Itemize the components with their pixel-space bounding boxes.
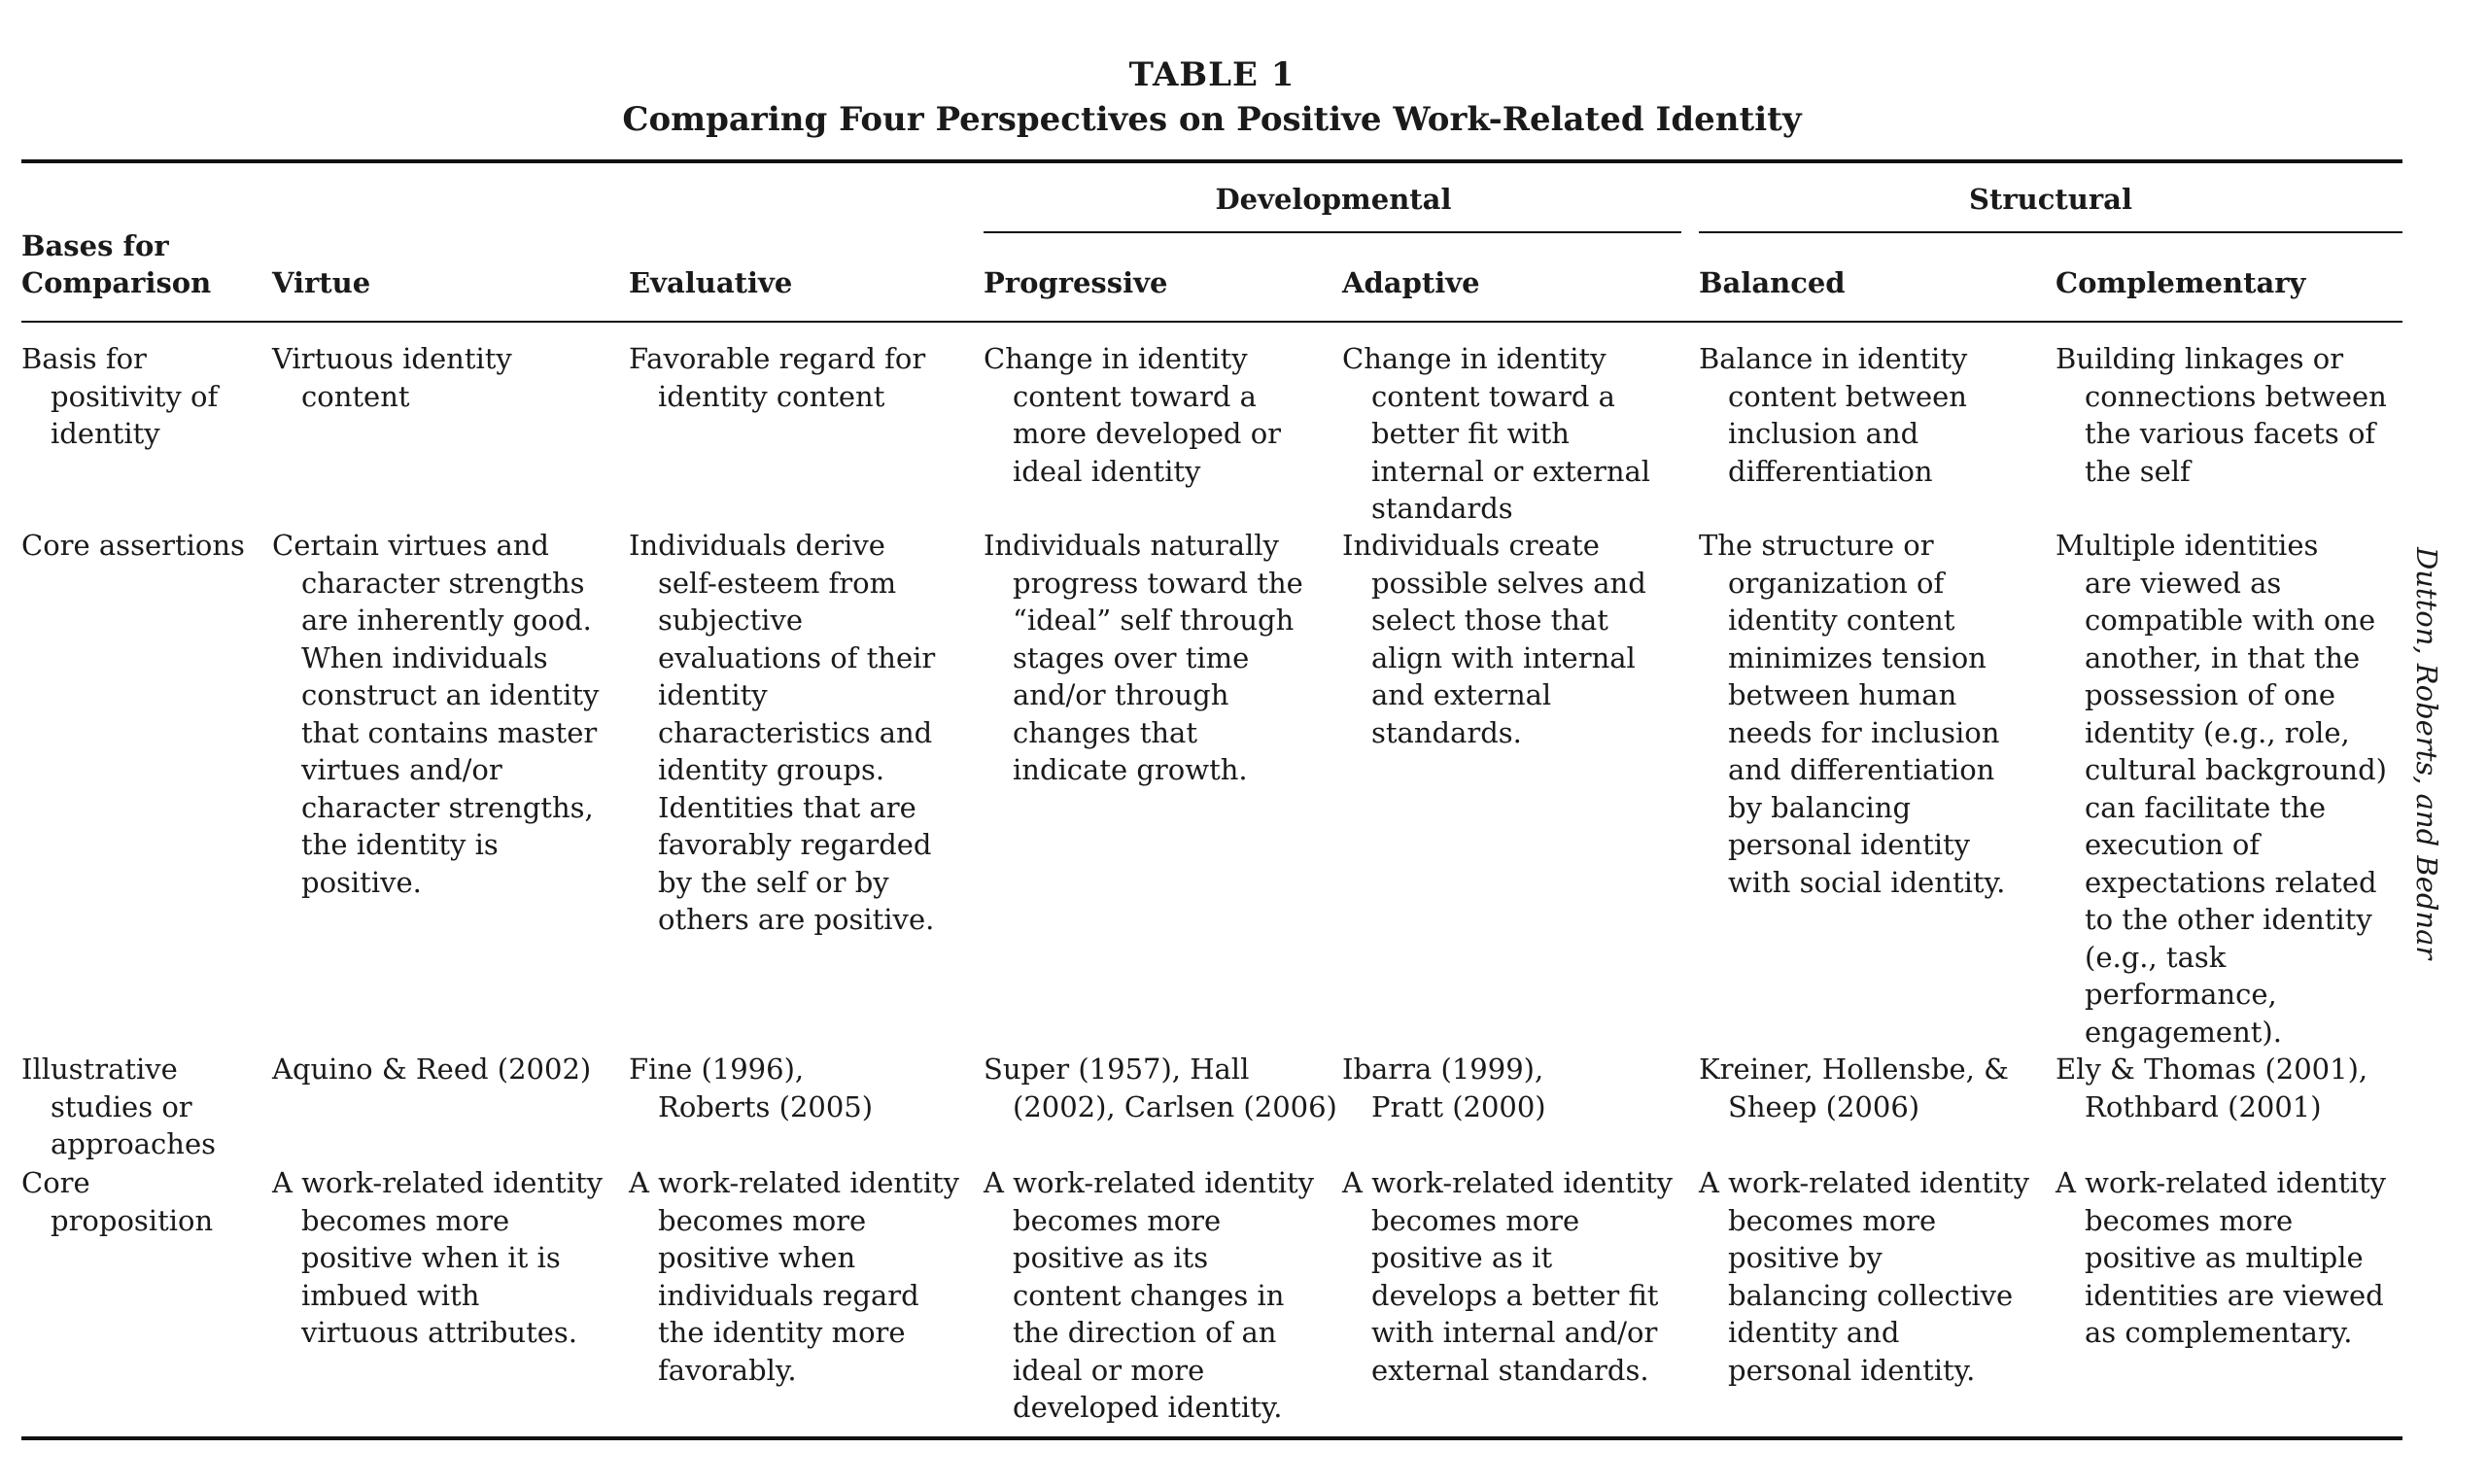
- row-proposition-progressive: A work-related identity becomes more positive as its content changes in the direction of an ideal or more developed identity.: [984, 1166, 1314, 1424]
- row-proposition-virtue: A work-related identity becomes more positive when it is imbued with virtuous attributes.: [272, 1166, 603, 1349]
- row-assertions-progressive: Individuals naturally progress toward the “ideal” self through stages over time and/or through changes that indicate growth.: [984, 529, 1303, 786]
- row-illustrative-label: Illustrative studies or approaches: [21, 1053, 216, 1160]
- row-basis-progressive: Change in identity content toward a more developed or ideal identity: [984, 342, 1282, 488]
- table-top-rule: [21, 159, 2402, 163]
- row-basis-complementary: Building linkages or connections between the various facets of the self: [2056, 342, 2387, 488]
- column-header-progressive: Progressive: [984, 266, 1168, 299]
- row-proposition-balanced: A work-related identity becomes more positive by balancing collective identity and personal identity.: [1699, 1166, 2029, 1387]
- table-number: TABLE 1: [1128, 55, 1296, 94]
- group-header-developmental: Developmental: [1215, 183, 1452, 216]
- table-caption: [21, 52, 2402, 142]
- group-rule-developmental: [984, 231, 1681, 233]
- row-illustrative-virtue: Aquino & Reed (2002): [272, 1053, 592, 1086]
- running-head: Dutton, Roberts, and Bednar: [2410, 547, 2443, 960]
- row-basis-virtue: Virtuous identity content: [272, 342, 512, 413]
- column-header-bases: Bases for Comparison: [21, 229, 212, 299]
- row-illustrative-complementary: Ely & Thomas (2001), Rothbard (2001): [2056, 1053, 2368, 1123]
- row-assertions-label: Core assertions: [21, 529, 245, 562]
- row-basis-label: Basis for positivity of identity: [21, 342, 219, 450]
- table-title: Comparing Four Perspectives on Positive Work-Related Identity: [622, 100, 1802, 139]
- row-illustrative-progressive: Super (1957), Hall (2002), Carlsen (2006): [984, 1053, 1337, 1123]
- row-basis-evaluative: Favorable regard for identity content: [629, 342, 926, 413]
- row-proposition-adaptive: A work-related identity becomes more positive as it develops a better fit with internal and/or external standards.: [1342, 1166, 1673, 1387]
- row-proposition-label: Core proposition: [21, 1166, 214, 1237]
- row-proposition-evaluative: A work-related identity becomes more positive when individuals regard the identity more favorably.: [629, 1166, 959, 1387]
- row-assertions-adaptive: Individuals create possible selves and select those that align with internal and external standards.: [1342, 529, 1646, 749]
- row-assertions-virtue: Certain virtues and character strengths are inherently good. When individuals construct an identity that contains master virtues and/or character strengths, the identity is positive.: [272, 529, 600, 899]
- column-header-virtue: Virtue: [272, 266, 371, 299]
- header-rule: [21, 321, 2402, 323]
- row-basis-adaptive: Change in identity content toward a better fit with internal or external standards: [1342, 342, 1651, 525]
- group-rule-structural: [1699, 231, 2402, 233]
- row-illustrative-evaluative: Fine (1996), Roberts (2005): [629, 1053, 874, 1123]
- row-assertions-evaluative: Individuals derive self-esteem from subjective evaluations of their identity characteristics and identity groups. Identities that are favorably regarded by the self or by others are positive.: [629, 529, 936, 936]
- row-illustrative-adaptive: Ibarra (1999), Pratt (2000): [1342, 1053, 1546, 1123]
- row-assertions-complementary: Multiple identities are viewed as compatible with one another, in that the possession of one identity (e.g., role, cultural background) can facilitate the execution of expectations related to the other identity (e.g., task performance, engagement).: [2056, 529, 2387, 1049]
- column-header-balanced: Balanced: [1699, 266, 1846, 299]
- column-header-evaluative: Evaluative: [629, 266, 793, 299]
- row-proposition-complementary: A work-related identity becomes more positive as multiple identities are viewed as complementary.: [2056, 1166, 2386, 1349]
- column-header-adaptive: Adaptive: [1342, 266, 1480, 299]
- row-basis-balanced: Balance in identity content between inclusion and differentiation: [1699, 342, 1968, 488]
- row-assertions-balanced: The structure or organization of identity content minimizes tension between human needs for inclusion and differentiation by balancing personal identity with social identity.: [1699, 529, 2006, 899]
- group-header-structural: Structural: [1969, 183, 2132, 216]
- column-header-complementary: Complementary: [2056, 266, 2306, 299]
- table-bottom-rule: [21, 1436, 2402, 1440]
- row-illustrative-balanced: Kreiner, Hollensbe, & Sheep (2006): [1699, 1053, 2009, 1123]
